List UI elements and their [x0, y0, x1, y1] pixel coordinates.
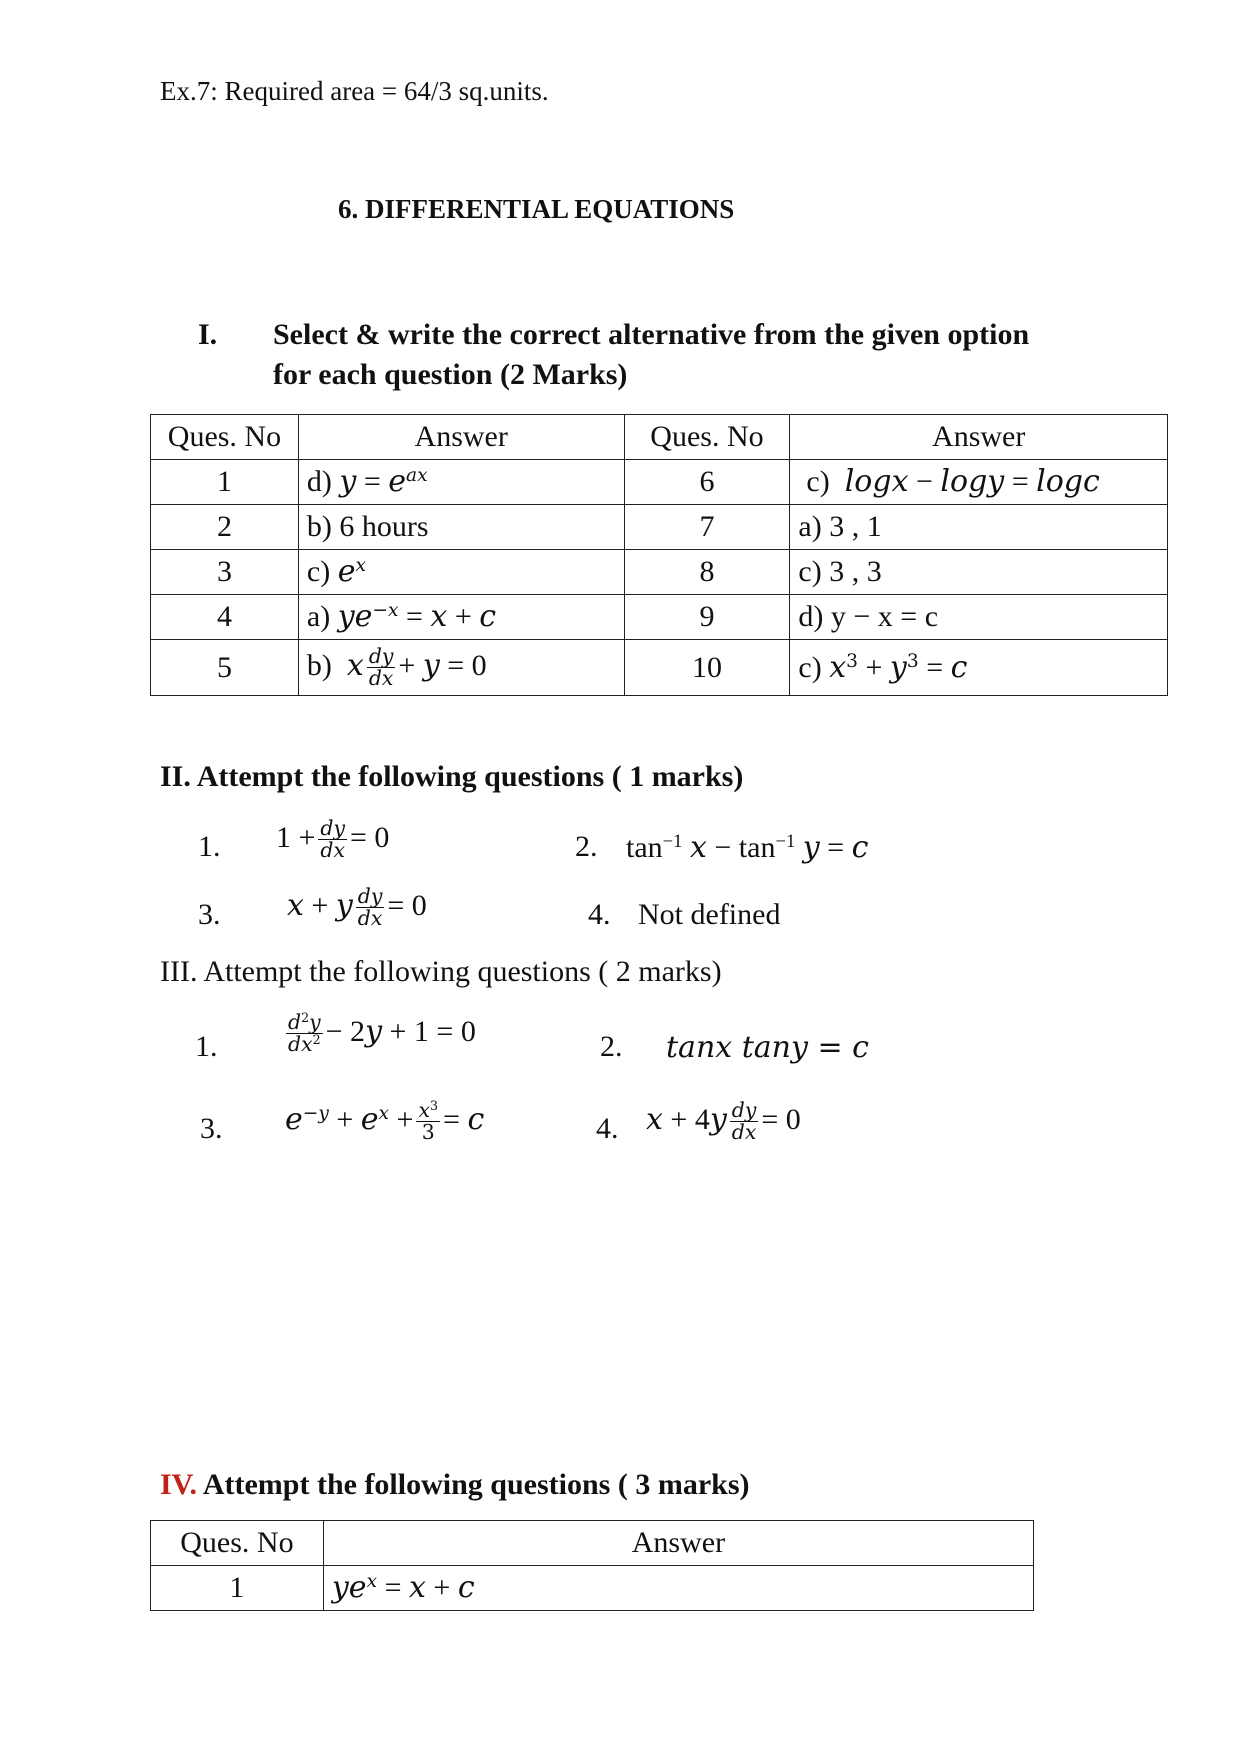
answer-cell: a) $ye^{-x} = x + c$: [298, 595, 624, 640]
q2-2-number: 2.: [575, 830, 598, 863]
chapter-title: 6. DIFFERENTIAL EQUATIONS: [338, 194, 735, 224]
three-mark-answer-table: [150, 1520, 1034, 1611]
header-answer-2: Answer: [790, 415, 1168, 460]
section4-numeral: IV.: [160, 1468, 197, 1501]
q3-2-answer: tanx tany = c: [666, 1030, 869, 1065]
table-header-row: [151, 1521, 1034, 1566]
header-ques-no: Ques. No: [151, 415, 299, 460]
answer-cell: d) y − x = c: [790, 595, 1168, 640]
q2-2-answer: $\tan^{-1} x - \tan^{-1} y = c$: [626, 830, 869, 865]
q2-1-answer: 1 + $\frac{dy}{dx}$ = 0: [276, 816, 390, 863]
table-row: [151, 640, 1168, 696]
header-answer: Answer: [298, 415, 624, 460]
section2-heading: II. Attempt the following questions ( 1 marks): [160, 760, 744, 793]
ques-number: 8: [624, 550, 790, 595]
q2-1-number: 1.: [198, 830, 221, 863]
table-header-row: [151, 415, 1168, 460]
ques-number: 10: [624, 640, 790, 696]
section3-heading: III. Attempt the following questions ( 2 marks): [160, 955, 722, 988]
section1-numeral: I.: [198, 318, 218, 351]
header-ques-no: Ques. No: [151, 1521, 324, 1566]
ques-number: 5: [151, 640, 299, 696]
q3-3-number: 3.: [200, 1112, 223, 1145]
q3-3-answer: $e^{-y} + e^x$ + $\frac{x^3}{3}$ = c: [285, 1098, 485, 1145]
q3-2-number: 2.: [600, 1030, 623, 1063]
section4-heading-text: Attempt the following questions ( 3 marks): [196, 1468, 750, 1501]
q3-4-answer: x + 4y $\frac{dy}{dx}$ = 0: [646, 1098, 801, 1145]
answer-cell: c) 3 , 3: [790, 550, 1168, 595]
answer-cell: $ye^x = x + c$: [323, 1566, 1033, 1611]
ques-number: 2: [151, 505, 299, 550]
table-row: [151, 550, 1168, 595]
ex7-note: Ex.7: Required area = 64/3 sq.units.: [160, 76, 549, 106]
header-ques-no-2: Ques. No: [624, 415, 790, 460]
table-row: [151, 460, 1168, 505]
ques-number: 1: [151, 460, 299, 505]
ques-number: 1: [151, 1566, 324, 1611]
header-answer: Answer: [323, 1521, 1033, 1566]
q2-4-number: 4.: [588, 898, 611, 931]
table-row: [151, 505, 1168, 550]
q2-3-answer: x + y $\frac{dy}{dx}$ = 0: [287, 884, 427, 931]
q3-1-number: 1.: [195, 1030, 218, 1063]
answer-cell: b) x $\frac{dy}{dx}$ + y = 0: [298, 640, 624, 696]
q3-4-number: 4.: [596, 1112, 619, 1145]
table-row: [151, 595, 1168, 640]
ques-number: 9: [624, 595, 790, 640]
answer-cell: c) $e^x$: [298, 550, 624, 595]
q2-3-number: 3.: [198, 898, 221, 931]
answer-cell: a) 3 , 1: [790, 505, 1168, 550]
answer-cell: b) 6 hours: [298, 505, 624, 550]
answer-cell: d) $y = e^{ax}$: [298, 460, 624, 505]
section1-heading-line2: for each question (2 Marks): [273, 358, 628, 391]
table-row: [151, 1566, 1034, 1611]
answer-cell: c) $x^3 + y^3 = c$: [790, 640, 1168, 696]
ques-number: 6: [624, 460, 790, 505]
answer-cell: c) logx − logy = logc: [790, 460, 1168, 505]
section1-heading-line1: Select & write the correct alternative from the given option: [273, 318, 1030, 351]
q3-1-answer: $\frac{d^2y}{dx^2}$ − 2y + 1 = 0: [288, 1010, 476, 1057]
q2-4-answer: Not defined: [638, 898, 781, 931]
mcq-answer-table: [150, 414, 1168, 696]
ques-number: 7: [624, 505, 790, 550]
ques-number: 4: [151, 595, 299, 640]
section4-heading: [160, 1468, 749, 1502]
ques-number: 3: [151, 550, 299, 595]
